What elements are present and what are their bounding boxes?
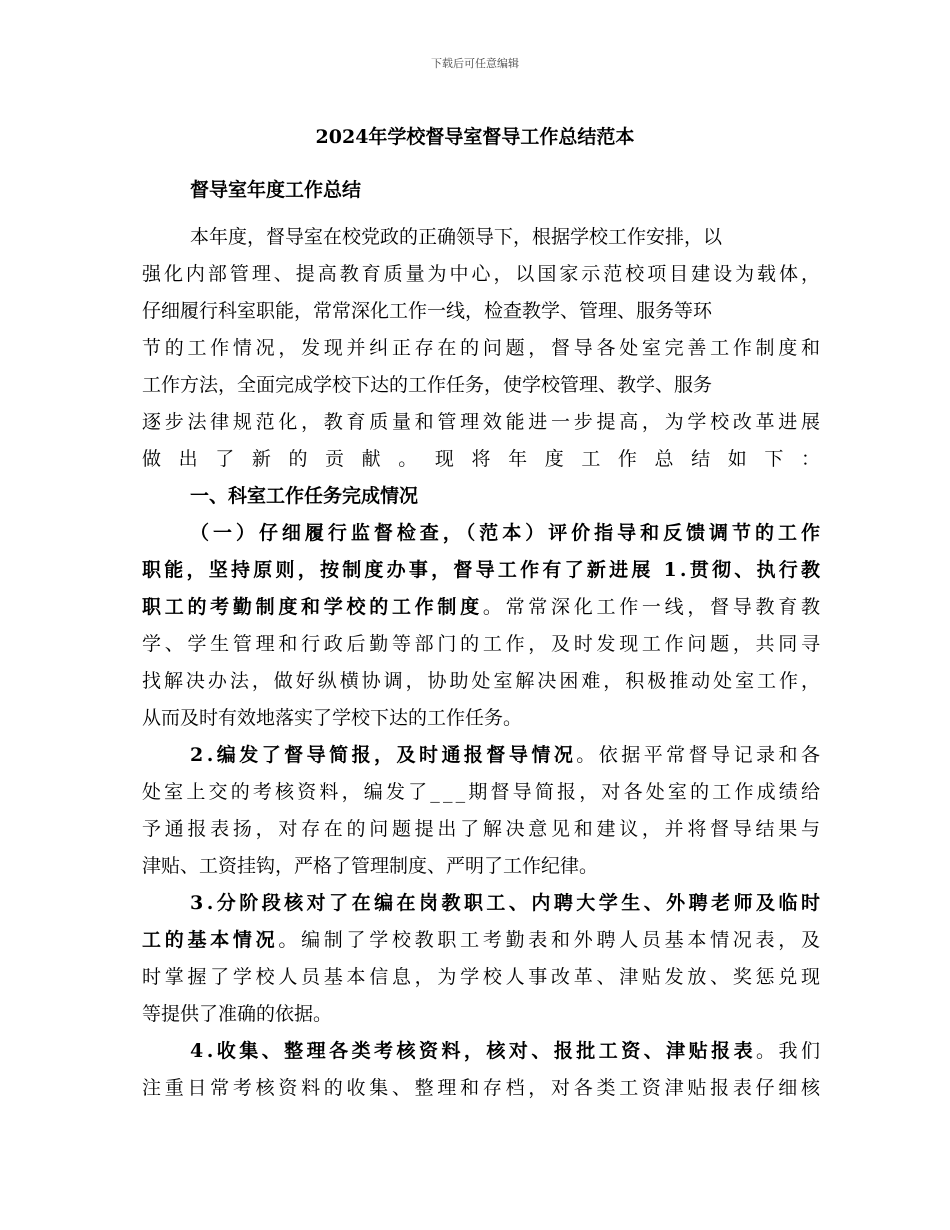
body-text: 注重日常考核资料的收集、整理和存档，对各类工资津贴报表仔细核 (142, 1077, 824, 1099)
body-text: 节的工作情况，发现并纠正存在的问题，督导各处室完善工作制度和 (142, 337, 824, 359)
bold-text: 2.编发了督导简报，及时通报督导情况 (190, 744, 577, 766)
body-text: 时掌握了学校人员基本信息，为学校人事改革、津贴发放、奖惩兑现 (142, 966, 824, 988)
document-title: 2024年学校督导室督导工作总结范本 (315, 126, 635, 148)
body-line (142, 333, 824, 360)
body-text: 处室上交的考核资料，编发了___期督导简报，对各处室的工作成绩给 (142, 781, 824, 803)
body-line (190, 175, 361, 202)
body-line (190, 1036, 823, 1063)
bold-text: 3.分阶段核对了在编在岗教职工、内聘大学生、外聘老师及临时 (190, 892, 824, 914)
body-text: 。编制了学校教职工考勤表和外聘人员基本情况表，及 (278, 929, 824, 951)
body-text: 等提供了准确的依据。 (142, 1003, 333, 1025)
bold-text: 4.收集、整理各类考核资料，核对、报批工资、津贴报表 (190, 1040, 757, 1062)
body-line (142, 259, 823, 286)
body-line (142, 777, 823, 804)
body-text: 做出了新的贡献。现将年度工作总结如下： (142, 448, 838, 470)
bold-text: （一）仔细履行监督检查，（范本）评价指导和反馈调节的工作 (190, 522, 824, 544)
body-line (142, 555, 823, 582)
body-text: 工作方法，全面完成学校下达的工作任务，使学校管理、教学、服务 (142, 374, 713, 396)
body-line (190, 481, 418, 508)
bold-text: 督导室年度工作总结 (190, 179, 362, 201)
body-line (142, 962, 824, 989)
body-line (142, 925, 824, 952)
bold-text: 工的基本情况 (142, 929, 279, 951)
body-text: 本年度，督导室在校党政的正确领导下，根据学校工作安排，以 (190, 226, 723, 248)
body-line (142, 629, 824, 656)
body-text: 仔细履行科室职能，常常深化工作一线，检查教学、管理、服务等环 (142, 300, 713, 322)
body-line (142, 666, 823, 693)
body-line (142, 407, 824, 434)
body-text: 学、学生管理和行政后勤等部门的工作，及时发现工作问题，共同寻 (142, 633, 824, 655)
body-text: 找解决办法，做好纵横协调，协助处室解决困难，积极推动处室工作， (142, 670, 823, 692)
body-text: 。常常深化工作一线，督导教育教 (482, 596, 824, 618)
body-line (190, 222, 722, 249)
body-text: 。依据平常督导记录和各 (576, 744, 824, 766)
body-text: 强化内部管理、提高教育质量为中心，以国家示范校项目建设为载体， (142, 263, 823, 285)
body-line (142, 296, 712, 323)
body-line (190, 518, 824, 545)
body-text: 逐步法律规范化，教育质量和管理效能进一步提高，为学校改革进展 (142, 411, 824, 433)
body-line (142, 851, 598, 878)
body-line (142, 1073, 824, 1100)
bold-text: 一、科室工作任务完成情况 (190, 485, 419, 507)
body-line (142, 999, 332, 1026)
body-text: 予通报表扬，对存在的问题提出了解决意见和建议，并将督导结果与 (142, 818, 824, 840)
bold-text: 职工的考勤制度和学校的工作制度 (142, 596, 483, 618)
page-header-note: 下载后可任意编辑 (431, 57, 519, 70)
body-line (190, 888, 823, 915)
body-line (142, 370, 712, 397)
body-line (190, 740, 823, 767)
body-text: 。我们 (756, 1040, 824, 1062)
body-line (142, 703, 522, 730)
bold-text: 职能，坚持原则，按制度办事，督导工作有了新进展 1.贯彻、执行教 (142, 559, 824, 581)
body-line (142, 444, 838, 471)
body-text: 从而及时有效地落实了学校下达的工作任务。 (142, 707, 523, 729)
body-line (142, 814, 824, 841)
body-line (142, 592, 824, 619)
body-text: 津贴、工资挂钩，严格了管理制度、严明了工作纪律。 (142, 855, 599, 877)
